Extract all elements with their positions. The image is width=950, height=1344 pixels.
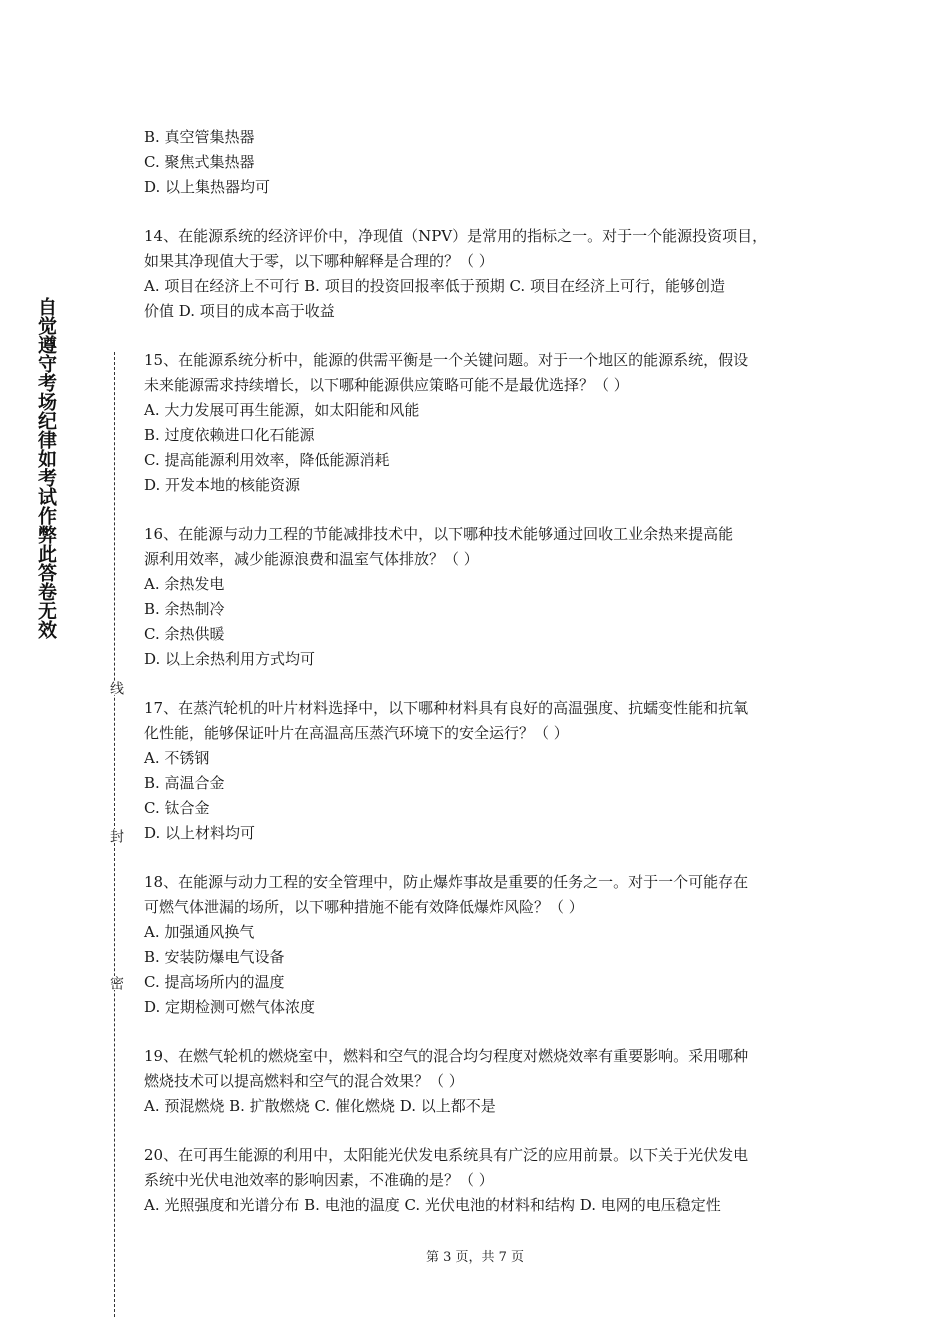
option-line: B. 过度依赖进口化石能源 [144,426,315,444]
question-text-line: 未来能源需求持续增长，以下哪种能源供应策略可能不是最优选择？（ ） [144,376,629,394]
option-line: A. 余热发电 [144,575,225,593]
exam-discipline-notice: 自觉遵守考场纪律如考试作弊此答卷无效 [35,297,57,639]
question-gap [144,200,814,224]
question-gap [144,1119,814,1143]
question-text-line: 18、在能源与动力工程的安全管理中，防止爆炸事故是重要的任务之一。对于一个可能存在 [144,873,749,891]
option-line: A. 不锈钢 [144,749,210,767]
question-text-line: 15、在能源系统分析中，能源的供需平衡是一个关键问题。对于一个地区的能源系统，假设 [144,351,749,369]
question-text-line: 源利用效率，减少能源浪费和温室气体排放？（ ） [144,550,479,568]
question-text-line: 可燃气体泄漏的场所，以下哪种措施不能有效降低爆炸风险？（ ） [144,898,584,916]
question-gap [144,846,814,870]
option-line: D. 开发本地的核能资源 [144,476,301,494]
option-line: C. 余热供暖 [144,625,225,643]
option-line: A. 加强通风换气 [144,923,255,941]
option-line: A. 光照强度和光谱分布 B. 电池的温度 C. 光伏电池的材料和结构 D. 电网的电压稳定性 [144,1196,721,1214]
option-line: B. 余热制冷 [144,600,225,618]
option-line: A. 大力发展可再生能源，如太阳能和风能 [144,401,420,419]
option-line: C. 提高场所内的温度 [144,973,285,991]
question-gap [144,672,814,696]
option-line: B. 高温合金 [144,774,225,792]
option-line: A. 预混燃烧 B. 扩散燃烧 C. 催化燃烧 D. 以上都不是 [144,1097,496,1115]
option-line: D. 定期检测可燃气体浓度 [144,998,316,1016]
question-text-line: 14、在能源系统的经济评价中，净现值（NPV）是常用的指标之一。对于一个能源投资项目， [144,227,768,245]
option-line: C. 钛合金 [144,799,210,817]
question-text-line: 20、在可再生能源的利用中，太阳能光伏发电系统具有广泛的应用前景。以下关于光伏发电 [144,1146,749,1164]
question-text-line: 16、在能源与动力工程的节能减排技术中，以下哪种技术能够通过回收工业余热来提高能 [144,525,734,543]
question-gap [144,324,814,348]
question-text-line: 燃烧技术可以提高燃料和空气的混合效果？（ ） [144,1072,464,1090]
question-list [144,125,814,1218]
option-line: D. 以上集热器均可 [144,178,271,196]
question-text-line: 系统中光伏电池效率的影响因素，不准确的是？（ ） [144,1171,494,1189]
option-line: C. 聚焦式集热器 [144,153,255,171]
question-gap [144,498,814,522]
cut-label-line: 线 [105,681,125,695]
cut-label-secret: 密 [105,976,125,990]
question-text-line: 如果其净现值大于零，以下哪种解释是合理的？（ ） [144,252,494,270]
option-line: B. 安装防爆电气设备 [144,948,285,966]
page-number: 第 3 页，共 7 页 [425,1250,525,1265]
option-line: B. 真空管集热器 [144,128,255,146]
question-gap [144,1020,814,1044]
question-text-line: 19、在燃气轮机的燃烧室中，燃料和空气的混合均匀程度对燃烧效率有重要影响。采用哪种 [144,1047,749,1065]
question-text-line: 化性能，能够保证叶片在高温高压蒸汽环境下的安全运行？（ ） [144,724,569,742]
option-line: C. 提高能源利用效率，降低能源消耗 [144,451,390,469]
option-line: D. 以上余热利用方式均可 [144,650,316,668]
option-line: D. 以上材料均可 [144,824,256,842]
cut-label-seal: 封 [105,829,125,843]
question-text-line: 价值 D. 项目的成本高于收益 [144,302,335,320]
option-line: A. 项目在经济上不可行 B. 项目的投资回报率低于预期 C. 项目在经济上可行，能够创造 [144,277,725,295]
question-text-line: 17、在蒸汽轮机的叶片材料选择中，以下哪种材料具有良好的高温强度、抗蠕变性能和抗氧 [144,699,749,717]
